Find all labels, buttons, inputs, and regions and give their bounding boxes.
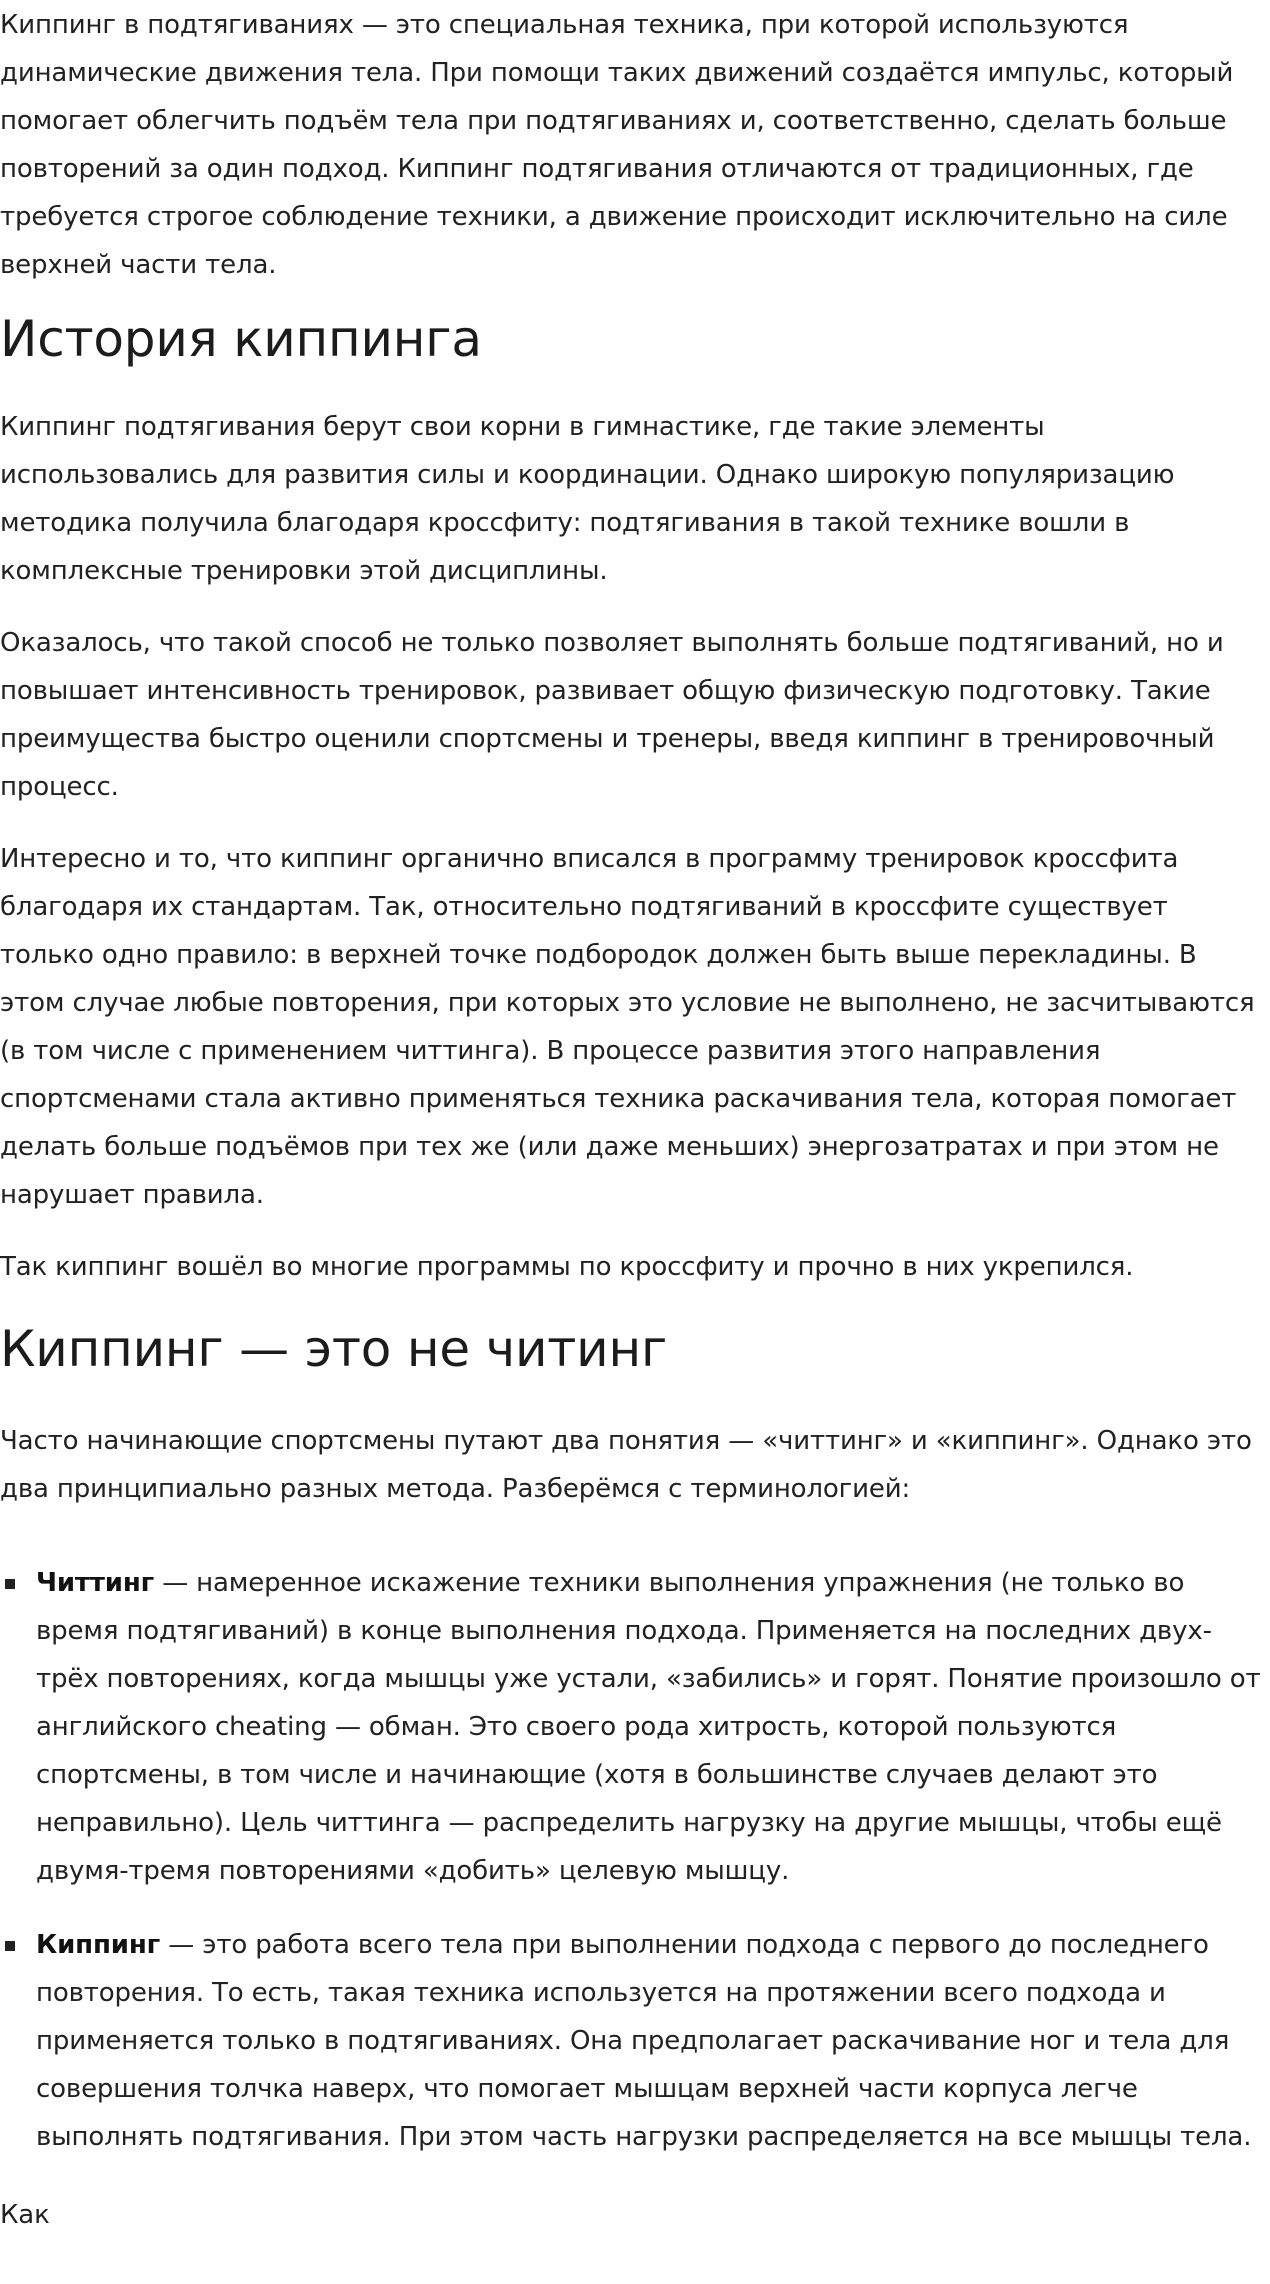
heading-kipping-not-cheating: Киппинг — это не читинг [0,1320,668,1378]
square-bullet-icon [5,1941,15,1951]
intro-paragraph: Киппинг в подтягиваниях — это специальная техника, при которой используются динамические движения тела. При помощи таких движений создаётся импульс, который помогает облегчить подъём тела при подтягиваниях и, соответственно, сделать больше повторений за один подход. Киппинг подтягивания отличаются от традиционных, где требуется строгое соблюдение техники, а движение происходит исключительно на силе верхней части тела. [0,10,1234,280]
history-paragraph-3: Интересно и то, что киппинг органично вписался в программу тренировок кроссфита благодаря их стандартам. Так, относительно подтягиваний в кроссфите существует только одно правило: в верхней точке подбородок должен быть выше перекладины. В этом случае любые повторения, при которых это условие не выполнено, не засчитываются (в том числе с применением читтинга). В процессе развития этого направления спортсменами стала активно применяться техника раскачивания тела, которая помогает делать больше подъёмов при тех же (или даже меньших) энергозатратах и при этом не нарушает правила. [0,844,1255,1210]
history-paragraph-4: Так киппинг вошёл во многие программы по кроссфиту и прочно в них укрепился. [0,1252,1134,1282]
heading-history: История киппинга [0,310,482,368]
list-item-kipping [0,1921,1265,2161]
term-kipping-description: — это работа всего тела при выполнении подхода с первого до последнего повторения. То есть, такая техника используется на протяжении всего подхода и применяется только в подтягиваниях. Она предполагает раскачивание ног и тела для совершения толчка наверх, что помогает мышцам верхней части корпуса легче выполнять подтягивания. При этом часть нагрузки распределяется на все мышцы тела. [36,1930,1252,2152]
term-cheating-description: — намеренное искажение техники выполнения упражнения (не только во время подтягиваний) в конце выполнения подхода. Применяется на последних двух-трёх повторениях, когда мышцы уже устали, «забились» и горят. Понятие произошло от английского cheating — обман. Это своего рода хитрость, которой пользуются спортсмены, в том числе и начинающие (хотя в большинстве случаев делают это неправильно). Цель читтинга — распределить нагрузку на другие мышцы, чтобы ещё двумя-тремя повторениями «добить» целевую мышцу. [36,1568,1261,1886]
list-item-cheating [0,1559,1265,1895]
history-paragraph-1: Киппинг подтягивания берут свои корни в гимнастике, где такие элементы использовались для развития силы и координации. Однако широкую популяризацию методика получила благодаря кроссфиту: подтягивания в такой технике вошли в комплексные тренировки этой дисциплины. [0,412,1175,586]
kipping-lead-paragraph: Часто начинающие спортсмены путают два понятия — «читтинг» и «киппинг». Однако это два принципиально разных метода. Разберёмся с терминологией: [0,1426,1252,1504]
terminology-list [0,1559,1265,2161]
history-paragraph-2: Оказалось, что такой способ не только позволяет выполнять больше подтягиваний, но и повышает интенсивность тренировок, развивает общую физическую подготовку. Такие преимущества быстро оценили спортсмены и тренеры, введя киппинг в тренировочный процесс. [0,628,1224,802]
trailing-text: Как [0,2200,50,2230]
term-kipping: Киппинг [36,1930,161,1960]
square-bullet-icon [5,1579,15,1589]
term-cheating: Читтинг [36,1568,155,1598]
